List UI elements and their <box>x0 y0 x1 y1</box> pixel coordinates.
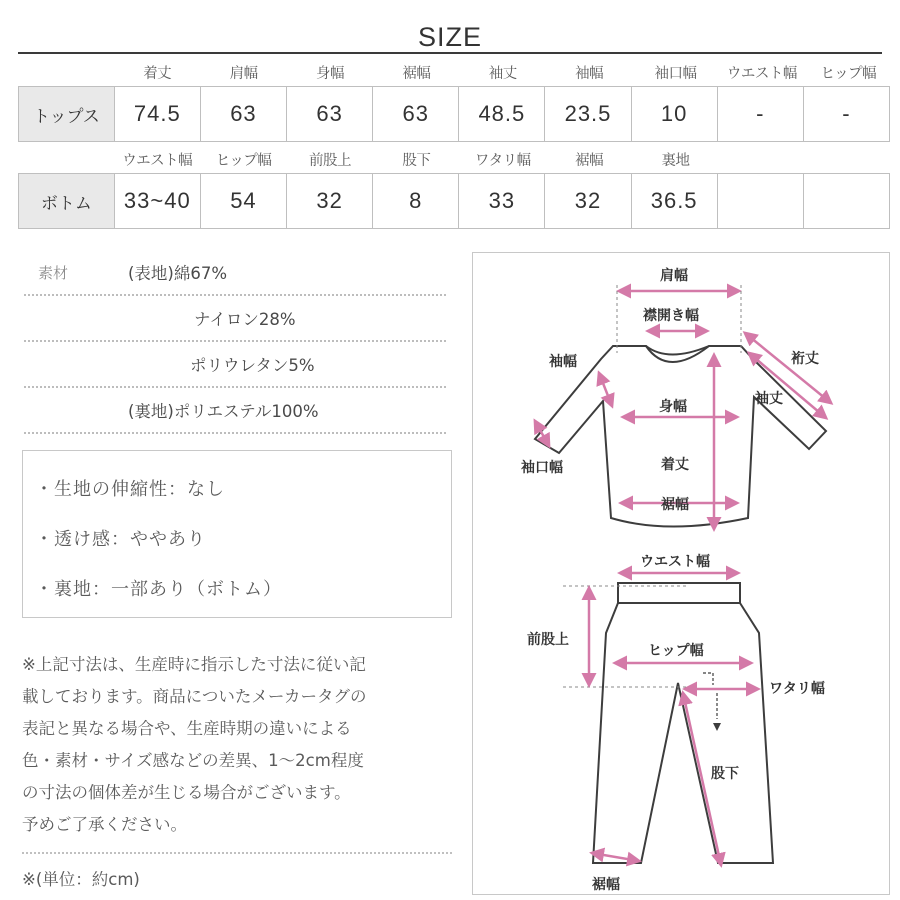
tops-size-table <box>18 86 890 142</box>
bottoms-col-header <box>719 149 805 170</box>
tops-cell: - <box>718 87 804 141</box>
label-leg-hem: 裾幅 <box>592 877 620 893</box>
label-neck: 襟開き幅 <box>643 308 699 324</box>
tops-cell: 10 <box>632 87 718 141</box>
bottoms-col-header: 裾幅 <box>575 153 604 169</box>
property-item: ・透け感：ややあり <box>35 529 206 550</box>
bottoms-cell: 8 <box>373 174 459 228</box>
property-item: ・裏地：一部あり（ボトム） <box>35 579 282 600</box>
tops-col-header: 袖丈 <box>488 66 517 82</box>
bottoms-cell: 33 <box>459 174 545 228</box>
tops-col-header: 身幅 <box>315 66 344 82</box>
note-line: 予めご了承ください。 <box>22 815 187 834</box>
tops-col-header: ウエスト幅 <box>726 66 797 82</box>
bottoms-size-table <box>18 173 890 229</box>
bottoms-cell: 32 <box>287 174 373 228</box>
tops-col-header: 着丈 <box>143 66 172 82</box>
tops-col-header: 肩幅 <box>229 66 258 82</box>
tops-header-row <box>114 62 892 83</box>
label-thigh: ワタリ幅 <box>769 681 825 697</box>
tops-cell: 48.5 <box>459 87 545 141</box>
tops-col-header: 裾幅 <box>402 66 431 82</box>
bottoms-row-label: ボトム <box>19 174 115 228</box>
material-label: 素材 <box>38 264 69 282</box>
material-line: ナイロン28% <box>194 310 296 329</box>
bottom-garment-outline <box>593 583 773 863</box>
label-yuki: 裄丈 <box>791 351 819 367</box>
tops-cell: 63 <box>373 87 459 141</box>
material-row <box>24 296 446 342</box>
tops-cell: - <box>804 87 890 141</box>
note-line: の寸法の個体差が生じる場合がございます。 <box>22 783 351 802</box>
note-line: 表記と異なる場合や、生産時期の違いによる <box>22 719 352 738</box>
material-row <box>24 388 446 434</box>
bottoms-col-header: ワタリ幅 <box>474 153 531 169</box>
label-sleeve-length: 袖丈 <box>755 391 783 407</box>
label-rise: 前股上 <box>527 632 569 648</box>
bottoms-cell: 36.5 <box>632 174 718 228</box>
fabric-properties-box <box>22 450 452 618</box>
bottoms-col-header: 股下 <box>402 153 431 169</box>
material-row <box>24 250 446 296</box>
label-waist: ウエスト幅 <box>640 554 710 570</box>
tops-col-header: ヒップ幅 <box>820 66 877 82</box>
bottoms-col-header: ヒップ幅 <box>215 153 272 169</box>
label-cuff: 袖口幅 <box>521 460 563 476</box>
bottoms-col-header <box>805 149 891 170</box>
note-line: ※上記寸法は、生産時に指示した寸法に従い記 <box>22 655 366 674</box>
label-shoulder: 肩幅 <box>660 268 688 284</box>
bottoms-col-header: 前股上 <box>308 153 351 169</box>
bottoms-cell: 32 <box>545 174 631 228</box>
note-line: 載しております。商品についたメーカータグの <box>22 687 367 706</box>
property-item: ・生地の伸縮性：なし <box>35 479 225 500</box>
tops-col-header: 袖口幅 <box>654 66 697 82</box>
bottoms-cell: 54 <box>201 174 287 228</box>
tops-cell: 63 <box>287 87 373 141</box>
material-line: ポリウレタン5% <box>190 356 315 375</box>
bottoms-cell <box>804 174 890 228</box>
sleeve-width-arrow <box>599 373 612 406</box>
label-hem: 裾幅 <box>661 497 689 513</box>
tops-cell: 63 <box>201 87 287 141</box>
label-sleeve-width: 袖幅 <box>549 354 577 370</box>
label-inseam: 股下 <box>711 766 739 782</box>
tops-cell: 23.5 <box>545 87 631 141</box>
measurement-diagram <box>472 252 890 895</box>
bottoms-col-header: 裏地 <box>661 153 690 169</box>
label-hip: ヒップ幅 <box>648 643 704 659</box>
garment-illustration <box>473 253 891 896</box>
material-line: (表地)綿67% <box>128 264 228 283</box>
label-body-width: 身幅 <box>659 399 687 415</box>
bottoms-cell: 33~40 <box>115 174 201 228</box>
note-line: 色・素材・サイズ感などの差異、1～2cm程度 <box>22 751 364 770</box>
tops-col-header: 袖幅 <box>575 66 604 82</box>
label-length: 着丈 <box>661 457 689 473</box>
tops-cell: 74.5 <box>115 87 201 141</box>
page-title: SIZE <box>417 22 482 52</box>
leg-hem-arrow <box>592 853 639 861</box>
title-divider <box>18 52 882 54</box>
bottoms-header-row <box>114 149 892 170</box>
bottoms-col-header: ウエスト幅 <box>122 153 193 169</box>
unit-note: ※(単位：約cm) <box>22 870 140 889</box>
material-line: (裏地)ポリエステル100% <box>128 402 319 421</box>
bottoms-cell <box>718 174 804 228</box>
notes-divider <box>22 852 452 854</box>
thigh-guide <box>703 673 717 719</box>
tops-row-label: トップス <box>19 87 115 141</box>
material-row <box>24 342 446 388</box>
